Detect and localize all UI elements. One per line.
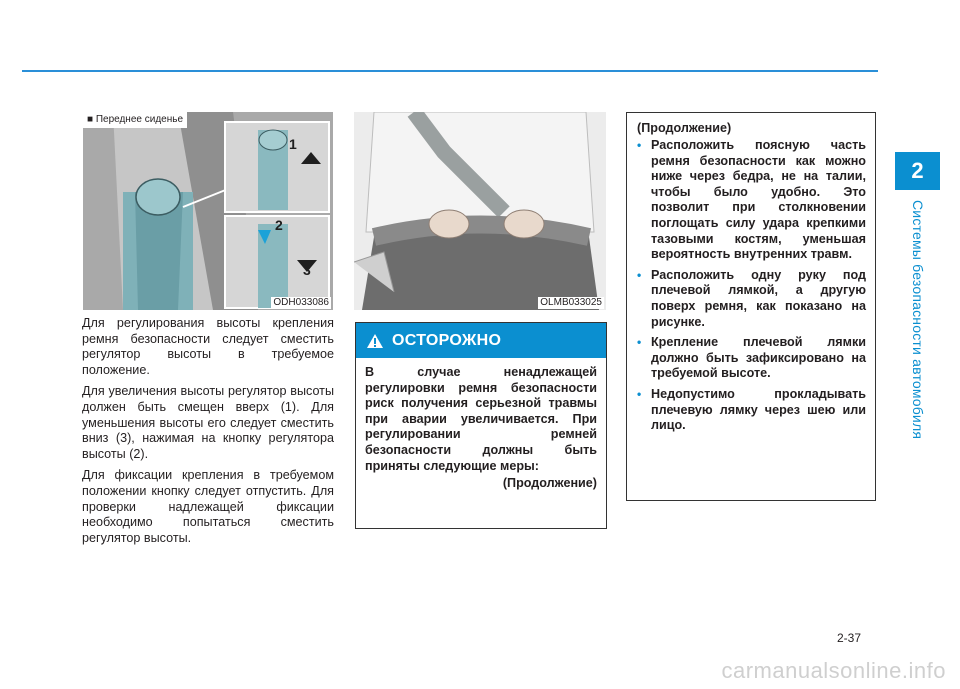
callout-3: 3	[303, 262, 311, 278]
list-item: • Расположить одну руку под плечевой лямкой, а другую поверх ремня, как показано на рисунке.	[637, 267, 866, 329]
figure-code: ODH033086	[273, 297, 329, 308]
chapter-number-tab	[895, 152, 940, 190]
warning-continued: (Продолжение)	[502, 476, 597, 491]
bullet-icon: •	[637, 138, 642, 152]
figure-code: OLMB033025	[540, 297, 602, 308]
bullet-icon: •	[637, 386, 642, 401]
figure-caption: ■ Переднее сиденье	[83, 112, 187, 128]
figure-height-adjuster	[83, 112, 333, 310]
warning-text: В случае ненадлежащей регулировки ремня безопасности риск получения серьезной травмы при аварии увеличивается. При регулировании ремней безопасности должны быть приняты следующие меры:	[365, 365, 597, 473]
continuation-title: (Продолжение)	[637, 121, 732, 135]
paragraph-1: Для регулирования высоты крепления ремня безопасности следует сместить регулятор высоты в требуемое положение.	[82, 316, 334, 377]
page-number: 2-37	[836, 631, 861, 645]
paragraph-3: Для фиксации крепления в требуемом положении кнопку следует отпустить. Для проверки надлежащей фиксации необходимо попытаться сместить регулятор высоты.	[82, 468, 334, 545]
warning-heading: ОСТОРОЖНО	[392, 331, 502, 349]
list-item: • Крепление плечевой лямки должно быть зафиксировано на требуемой высоте.	[637, 335, 866, 381]
warning-box	[355, 322, 607, 529]
warning-triangle-icon	[366, 333, 384, 349]
list-item: • Недопустимо прокладывать плечевую лямку через шею или лицо.	[637, 386, 866, 433]
chapter-title: Системы безопасности автомобиля	[910, 200, 926, 440]
list-item: • Расположить поясную часть ремня безопасности как можно ниже через бедра, не на талии, чтобы было удобно. Это позволит при столкновении поглощать силу удара крепкими тазовыми костям, уменьшая вероятность внутренних травм.	[637, 138, 866, 262]
chapter-number: 2	[911, 158, 924, 183]
bullet-icon: •	[637, 335, 642, 350]
body-text	[82, 316, 334, 552]
callout-1: 1	[289, 136, 297, 152]
callout-2: 2	[275, 217, 283, 233]
warning-body	[356, 358, 606, 492]
bullet-icon: •	[637, 267, 642, 282]
header-rule	[22, 70, 878, 72]
figure-lap-belt	[354, 112, 606, 310]
warning-header	[356, 323, 606, 358]
watermark: carmanualsonline.info	[721, 658, 946, 683]
continuation-box	[626, 112, 876, 501]
continuation-list	[637, 138, 866, 434]
paragraph-2: Для увеличения высоты регулятор высоты должен быть смещен вверх (1). Для уменьшения высоты его следует сместить вниз (3), нажимая на кнопку регулятора высоты (2).	[82, 384, 334, 461]
lap-belt-illustration	[354, 112, 606, 310]
